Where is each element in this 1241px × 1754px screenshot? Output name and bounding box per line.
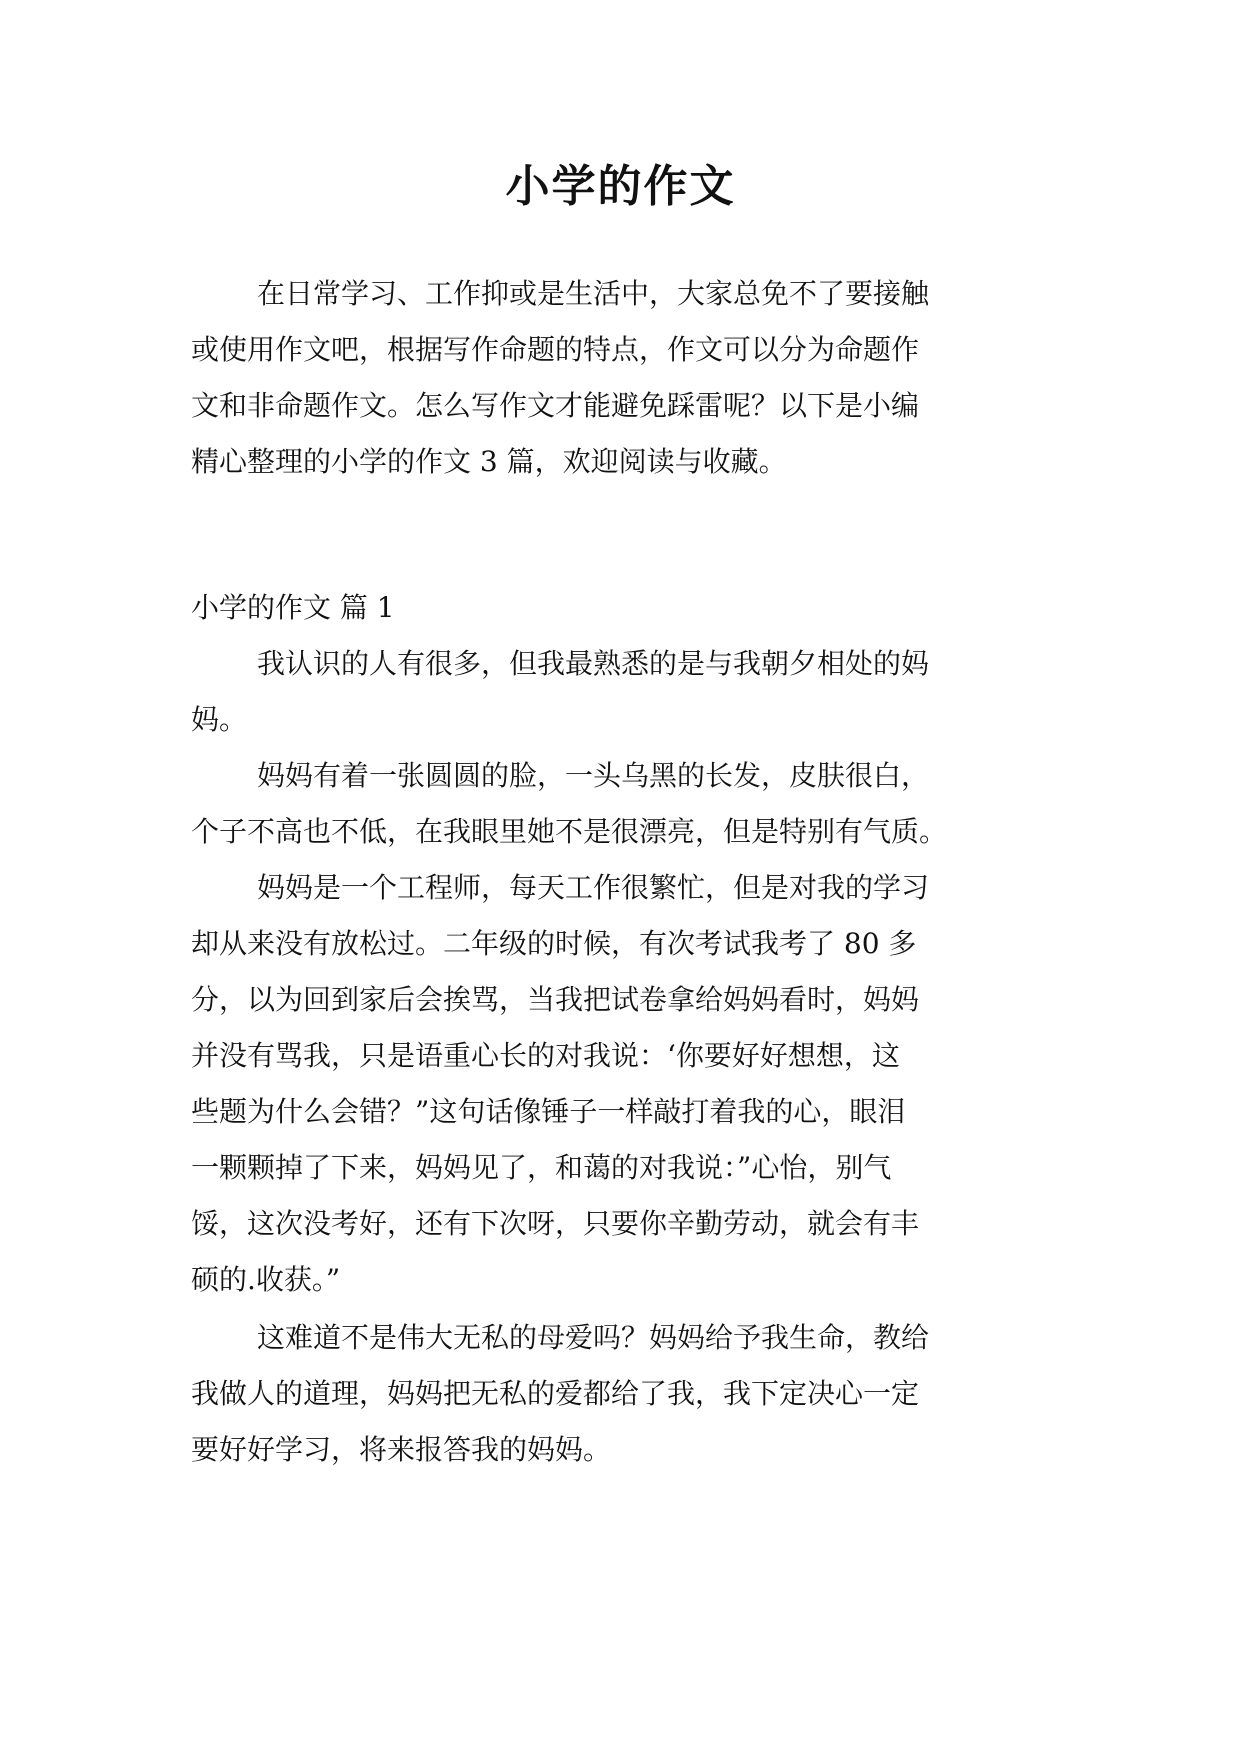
body-paragraph-4 bbox=[191, 1310, 929, 1478]
paragraph-line: 我认识的人有很多，但我最熟悉的是与我朝夕相处的妈 bbox=[257, 647, 930, 680]
paragraph-line: 些题为什么会错？”这句话像锤子一样敲打着我的心，眼泪 bbox=[191, 1095, 906, 1128]
paragraph-line: 却从来没有放松过。二年级的时候，有次考试我考了 80 多 bbox=[191, 927, 917, 960]
paragraph-line: 馁，这次没考好，还有下次呀，只要你辛勤劳动，就会有丰 bbox=[191, 1207, 920, 1240]
paragraph-line: 妈妈有着一张圆圆的脸，一头乌黑的长发，皮肤很白， bbox=[257, 759, 930, 792]
paragraph-line: 硕的.收获。” bbox=[191, 1263, 341, 1296]
paragraph-line: 一颗颗掉了下来，妈妈见了，和蔼的对我说：”心怡，别气 bbox=[191, 1151, 892, 1184]
paragraph-line: 分，以为回到家后会挨骂，当我把试卷拿给妈妈看时，妈妈 bbox=[191, 983, 920, 1016]
paragraph-line: 这难道不是伟大无私的母爱吗？妈妈给予我生命，教给 bbox=[257, 1321, 930, 1354]
body-paragraph-3 bbox=[191, 860, 929, 1308]
paragraph-line: 个子不高也不低，在我眼里她不是很漂亮，但是特别有气质。 bbox=[191, 815, 948, 848]
intro-line: 或使用作文吧，根据写作命题的特点，作文可以分为命题作 bbox=[191, 333, 920, 366]
body-paragraph-2 bbox=[191, 748, 947, 860]
document-title: 小学的作文 bbox=[505, 161, 736, 212]
paragraph-line: 并没有骂我，只是语重心长的对我说：‘你要好好想想，这 bbox=[191, 1039, 900, 1072]
paragraph-line: 妈妈是一个工程师，每天工作很繁忙，但是对我的学习 bbox=[257, 871, 930, 904]
paragraph-line: 妈。 bbox=[191, 703, 248, 736]
intro-line: 精心整理的小学的作文 3 篇，欢迎阅读与收藏。 bbox=[191, 445, 787, 478]
paragraph-line: 要好好学习，将来报答我的妈妈。 bbox=[191, 1433, 612, 1466]
body-paragraph-1 bbox=[191, 636, 929, 748]
intro-line: 在日常学习、工作抑或是生活中，大家总免不了要接触 bbox=[257, 277, 930, 310]
intro-paragraph bbox=[191, 266, 929, 490]
paragraph-line: 我做人的道理，妈妈把无私的爱都给了我，我下定决心一定 bbox=[191, 1377, 920, 1410]
intro-line: 文和非命题作文。怎么写作文才能避免踩雷呢？以下是小编 bbox=[191, 389, 920, 422]
section-heading: 小学的作文 篇 1 bbox=[191, 591, 395, 624]
